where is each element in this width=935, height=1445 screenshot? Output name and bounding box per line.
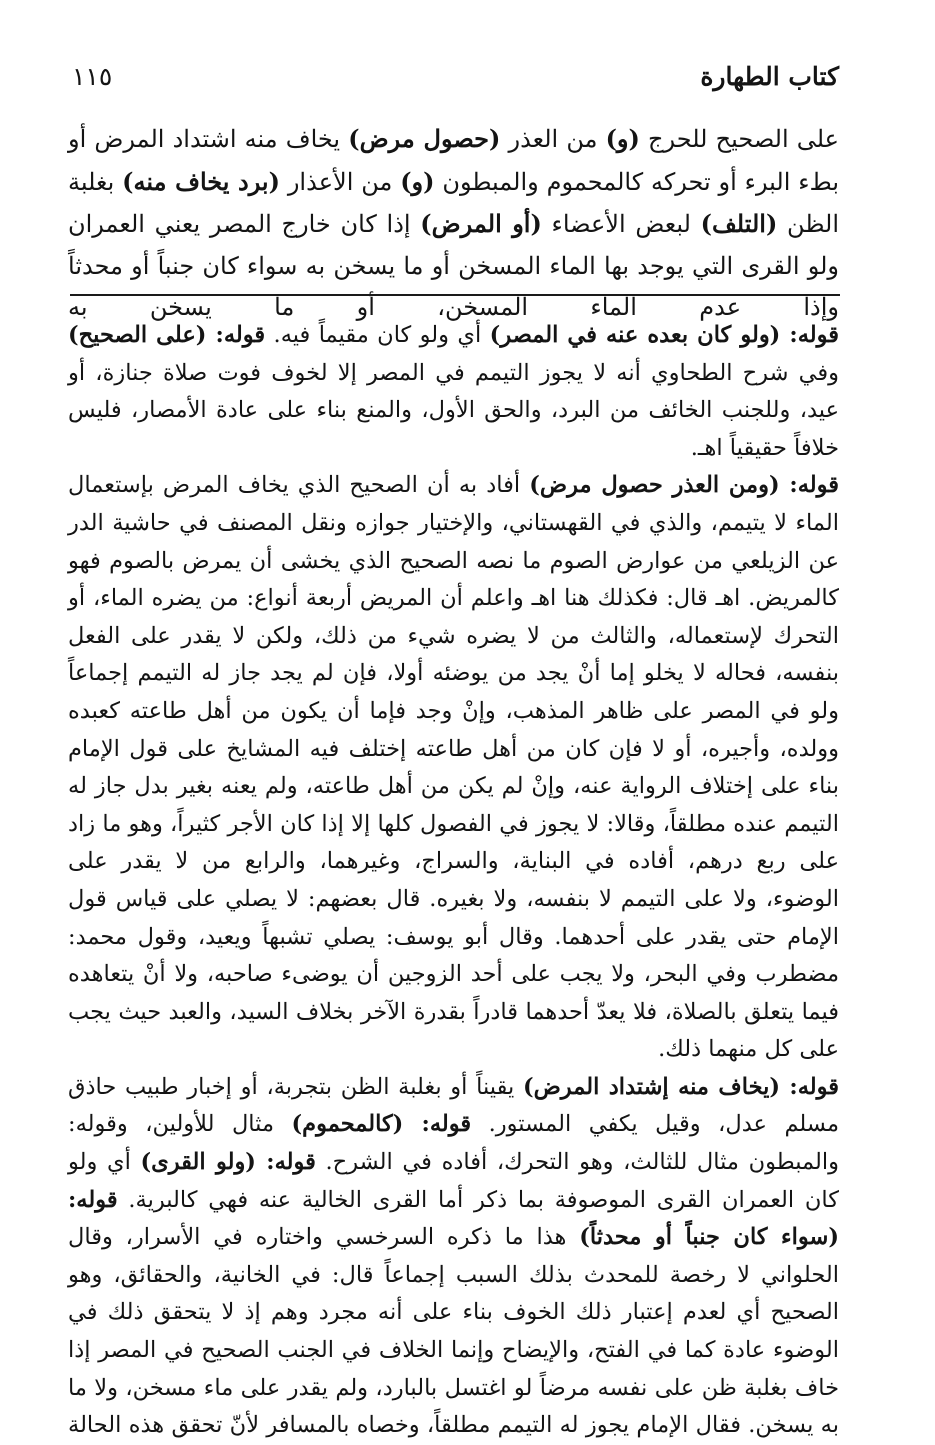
qawluh-label: قوله:	[206, 322, 266, 348]
separator-line	[70, 294, 840, 296]
bold-term: (ولو كان بعده عنه في المصر)	[489, 322, 781, 348]
qawluh-label: قوله:	[403, 1111, 472, 1138]
text-segment: مثال للأولين، وقوله: والمبطون مثال للثالث، وهو التحرك، أفاده في الشرح.	[68, 1111, 839, 1176]
bold-term: (التلف)	[700, 209, 778, 238]
text-segment: بغلبة الظن	[68, 167, 839, 238]
qawluh-label: قوله:	[68, 1186, 118, 1213]
page-number: ١١٥	[72, 61, 113, 91]
text-segment: من الأعذار	[279, 167, 401, 196]
commentary-text	[68, 317, 839, 1445]
running-title: كتاب الطهارة	[700, 61, 839, 91]
bold-term: (ولو القرى)	[140, 1149, 256, 1176]
text-segment: إذا كان خارج المصر يعني العمران ولو القرى التي يوجد بها الماء المسخن أو ما يسخن به سواء كان جنباً أو محدثاً وإذا عدم الماء المسخن، أو ما يسخن به	[68, 210, 839, 321]
main-text	[68, 118, 839, 329]
text-segment: لبعض الأعضاء	[541, 210, 701, 238]
qawluh-label: قوله:	[779, 472, 839, 499]
text-segment: أفاد به أن الصحيح الذي يخاف المرض بإستعمال الماء لا يتيمم، والذي في القهستاني، والإختيار جوازه ونقل المصنف في حاشية الدر عن الزيلعي من عوارض الصوم ما نصه الصحيح الذي يخشى أن يمرض بالصوم فهو كالمريض. اهـ قال: فكذلك هنا اهـ واعلم أن المريض أربعة أنواع: من يضره الماء، أو التحرك لإستعماله، والثالث من لا يضره شيء من ذلك، ولكن لا يقدر على الفعل بنفسه، فحاله لا يخلو إما أنْ يجد من يوضئه أولا، فإن لم يجد جاز له التيمم إجماعاً ولو في المصر على ظاهر المذهب، وإنْ وجد فإما أن يكون من أهل طاعته كعبده وولده، وأجيره، أو لا فإن كان من أهل طاعته إختلف فيه المشايخ على قول الإمام بناء على إختلاف الرواية عنه، وإنْ لم يكن من أهل طاعته، ولم يعنه بغير بدل جاز له التيمم عنده مطلقاً، وقالا: لا يجوز في الفصول كلها إلا إذا كان الأجر كثيراً، وهو ما زاد على ربع درهم، أفاده في البناية، والسراج، وغيرهما، والرابع من لا يقدر على الوضوء، ولا على التيمم لا بنفسه، ولا بغيره. قال بعضهم: لا يصلي على قياس قول الإمام حتى يقدر على أحدهما. وقال أبو يوسف: يصلي تشبهاً ويعيد، وقول محمد: مضطرب وفي البحر، ولا يجب على أحد الزوجين أن يوضىء صاحبه، ولا أنْ يتعاهده فيما يتعلق بالصلاة، فلا يعدّ أحدهما قادراً بقدرة الآخر بخلاف السيد، والعبد حيث يجب على كل منهما ذلك.	[68, 472, 839, 1063]
bold-term: (حصول مرض)	[348, 124, 501, 153]
text-segment: يقيناً أو بغلبة الظن بتجربة، أو إخبار طبيب حاذق مسلم عدل، وقيل يكفي المستور.	[68, 1073, 839, 1138]
qawluh-label: قوله:	[780, 322, 840, 348]
bold-term: (و)	[605, 124, 640, 153]
text-segment: هذا ما ذكره السرخسي واختاره في الأسرار، وقال الحلواني لا رخصة للمحدث بذلك السبب إجماعاً قال: في الخانية، والحقائق، وهو الصحيح أي لعدم إعتبار ذلك الخوف بناء على أنه مجرد وهم إذ لا يتحقق ذلك في الوضوء عادة كما في الفتح، والإيضاح وإنما الخلاف في الجنب الصحيح في المصر إذا خاف بغلبة ظن على نفسه مرضاً لو اغتسل بالبارد، ولم يقدر على ماء مسخن، ولا ما به يسخن. فقال الإمام يجوز له التيمم مطلقاً، وخصاه بالمسافر لأنّ تحقق هذه الحالة	[68, 1224, 839, 1439]
bold-term: (يخاف منه إشتداد المرض)	[522, 1073, 780, 1100]
text-segment: وفي شرح الطحاوي أنه لا يجوز التيمم في المصر إلا لخوف فوت صلاة جنازة، أو عيد، وللجنب الخائف من البرد، والحق الأول، والمنع بناء على عادة الأمصار، فليس خلافاً حقيقياً اهـ.	[68, 359, 839, 461]
commentary-paragraph	[68, 1069, 839, 1445]
commentary-paragraph	[68, 467, 839, 1069]
commentary-paragraph	[68, 317, 839, 467]
bold-term: (برد يخاف منه)	[122, 166, 280, 196]
text-segment: أي ولو كان العمران القرى الموصوفة بما ذكر أما القرى الخالية عنه فهي كالبرية.	[68, 1149, 839, 1213]
qawluh-label: قوله:	[780, 1073, 840, 1100]
text-segment: يخاف منه اشتداد المرض أو بطء البرء أو تحركه كالمحموم والمبطون	[68, 125, 840, 196]
bold-term: (على الصحيح)	[68, 322, 207, 348]
qawluh-label: قوله:	[255, 1149, 316, 1176]
text-segment: من العذر	[500, 125, 606, 153]
page-header	[72, 56, 839, 96]
bold-term: (كالمحموم)	[291, 1111, 404, 1138]
bold-term: (سواء كان جنباً أو محدثاً)	[579, 1224, 839, 1251]
bold-term: (أو المرض)	[420, 209, 542, 238]
text-segment: على الصحيح للحرج	[639, 125, 839, 153]
bold-term: (و)	[400, 166, 435, 196]
text-segment: أي ولو كان مقيماً فيه.	[265, 322, 490, 348]
bold-term: (ومن العذر حصول مرض)	[529, 472, 780, 499]
